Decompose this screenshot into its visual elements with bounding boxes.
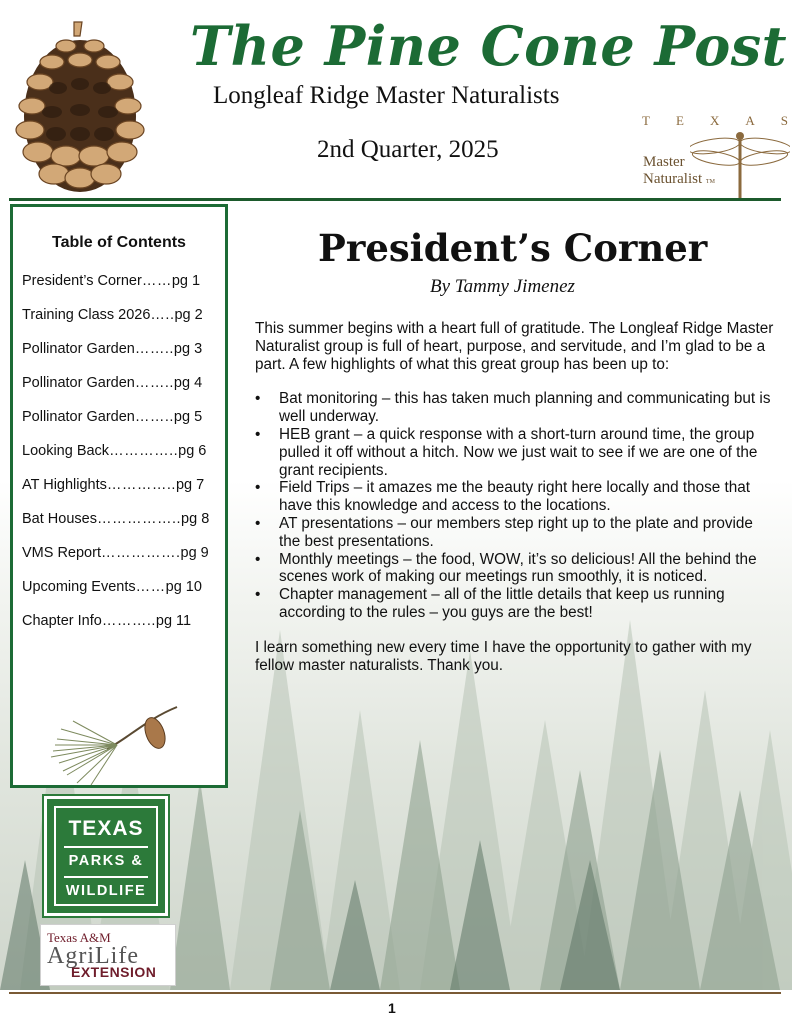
pine-branch-illustration <box>47 699 187 794</box>
toc-item-bat-houses[interactable] <box>22 511 222 545</box>
toc-item-label: Bat Houses <box>22 511 97 527</box>
article-title: President’s Corner <box>318 226 708 270</box>
toc-leader-dots: …….. <box>134 375 174 391</box>
tpw-inner-frame <box>54 806 158 906</box>
highlight-item-field-trips: • Field Trips – it amazes me the beauty right here locally and those that have this knowledge and access to the locations. <box>255 479 775 515</box>
toc-page-number: pg 3 <box>173 341 203 357</box>
article-byline: By Tammy Jimenez <box>430 276 575 297</box>
toc-leader-dots: …….. <box>134 341 174 357</box>
toc-page-number: pg 4 <box>173 375 203 391</box>
highlight-item-heb-grant: • HEB grant – a quick response with a short-turn around time, the group pulled it off without a hitch. Now we just wait to see if we are one of the grant recipients. <box>255 426 775 479</box>
organization-name: Longleaf Ridge Master Naturalists <box>213 82 560 109</box>
toc-heading: Table of Contents <box>52 234 186 251</box>
toc-item-pollinator-garden-3[interactable] <box>22 341 222 375</box>
highlight-item-chapter-management: • Chapter management – all of the little details that keep us running according to the rules – you guys are the best! <box>255 586 775 622</box>
toc-page-number: pg 2 <box>174 307 203 323</box>
article-closing: I learn something new every time I have the opportunity to gather with my fellow master naturalists. Thank you. <box>255 638 752 674</box>
toc-page-number: pg 9 <box>180 545 209 561</box>
tmn-letter: X <box>709 113 722 128</box>
toc-item-presidents-corner[interactable] <box>22 273 222 307</box>
agrilife-text-agrilife: AgriLife <box>47 943 139 969</box>
toc-leader-dots: ….. <box>150 307 175 323</box>
toc-page-number: pg 11 <box>155 613 192 629</box>
tmn-word-master: Master <box>643 154 685 170</box>
toc-item-label: Pollinator Garden <box>22 341 135 357</box>
toc-item-pollinator-garden-4[interactable] <box>22 375 222 409</box>
tmn-letter: E <box>675 113 686 128</box>
toc-item-upcoming-events[interactable] <box>22 579 222 613</box>
toc-item-chapter-info[interactable] <box>22 613 222 647</box>
tpw-divider <box>64 876 148 878</box>
tpw-text-wildlife: WILDLIFE <box>65 883 147 899</box>
issue-date: 2nd Quarter, 2025 <box>317 136 499 163</box>
toc-list <box>22 273 222 647</box>
texas-am-agrilife-extension-logo <box>40 924 176 986</box>
toc-item-pollinator-garden-5[interactable] <box>22 409 222 443</box>
agrilife-text-texas-am: Texas A&M <box>47 930 111 945</box>
toc-item-looking-back[interactable] <box>22 443 222 477</box>
highlight-item-bat-monitoring: • Bat monitoring – this has taken much planning and communicating but is well underway. <box>255 390 775 426</box>
toc-item-label: AT Highlights <box>22 477 107 493</box>
toc-page-number: pg 5 <box>173 409 203 425</box>
tpw-divider <box>64 846 148 848</box>
article-intro: This summer begins with a heart full of gratitude. The Longleaf Ridge Master Naturalist group is full of heart, purpose, and servitude, and I’m glad to be a part. A few highlights of what this great group has been up to: <box>255 320 774 373</box>
toc-item-label: Looking Back <box>22 443 110 459</box>
tmn-texas-letters <box>642 113 790 129</box>
page-number: 1 <box>388 1000 396 1016</box>
tmn-letter: A <box>745 113 757 128</box>
texas-master-naturalist-logo <box>640 110 790 198</box>
tpw-text-parks: PARKS & <box>68 853 144 869</box>
toc-item-vms-report[interactable] <box>22 545 222 579</box>
highlight-item-monthly-meetings: • Monthly meetings – the food, WOW, it’s so delicious! All the behind the scenes work of making our meetings run smoothly, it is noticed. <box>255 551 775 587</box>
toc-item-label: VMS Report <box>22 545 101 561</box>
tmn-letter: S <box>780 113 790 128</box>
toc-item-label: President’s Corner <box>22 273 142 289</box>
toc-leader-dots: ………….. <box>109 443 179 459</box>
article-body <box>255 320 775 674</box>
toc-item-label: Pollinator Garden <box>22 409 135 425</box>
texas-parks-wildlife-logo <box>44 796 168 916</box>
toc-item-label: Upcoming Events <box>22 579 136 595</box>
toc-leader-dots: …… <box>135 579 166 595</box>
toc-leader-dots: …… <box>141 273 172 289</box>
highlight-item-at-presentations: • AT presentations – our members step right up to the plate and provide the best presentations. <box>255 515 775 551</box>
toc-page-number: pg 8 <box>181 511 210 527</box>
toc-item-label: Training Class 2026 <box>22 307 151 323</box>
header-divider <box>9 198 781 201</box>
toc-leader-dots: ………….. <box>106 477 176 493</box>
toc-page-number: pg 7 <box>175 477 205 493</box>
toc-page-number: pg 1 <box>171 273 201 289</box>
toc-leader-dots: …………….. <box>96 511 182 527</box>
trademark-mark: TM <box>705 179 715 185</box>
toc-leader-dots: ……….. <box>101 613 156 629</box>
toc-leader-dots: ……………. <box>100 545 181 561</box>
toc-page-number: pg 10 <box>165 579 202 595</box>
footer-divider <box>9 992 781 994</box>
toc-item-label: Chapter Info <box>22 613 102 629</box>
toc-item-label: Pollinator Garden <box>22 375 135 391</box>
agrilife-text-extension: EXTENSION <box>71 964 157 980</box>
tmn-letter: T <box>642 113 652 128</box>
tmn-word-naturalist <box>643 171 715 188</box>
tpw-text-texas: TEXAS <box>68 817 144 840</box>
tmn-word-naturalist-text: Naturalist <box>643 171 703 187</box>
pine-cone-illustration <box>14 18 146 201</box>
toc-item-at-highlights[interactable] <box>22 477 222 511</box>
toc-item-training-class[interactable] <box>22 307 222 341</box>
toc-leader-dots: …….. <box>134 409 174 425</box>
newsletter-title: The Pine Cone Post <box>190 14 788 78</box>
toc-page-number: pg 6 <box>178 443 207 459</box>
highlights-list <box>255 390 775 621</box>
table-of-contents <box>10 204 228 788</box>
